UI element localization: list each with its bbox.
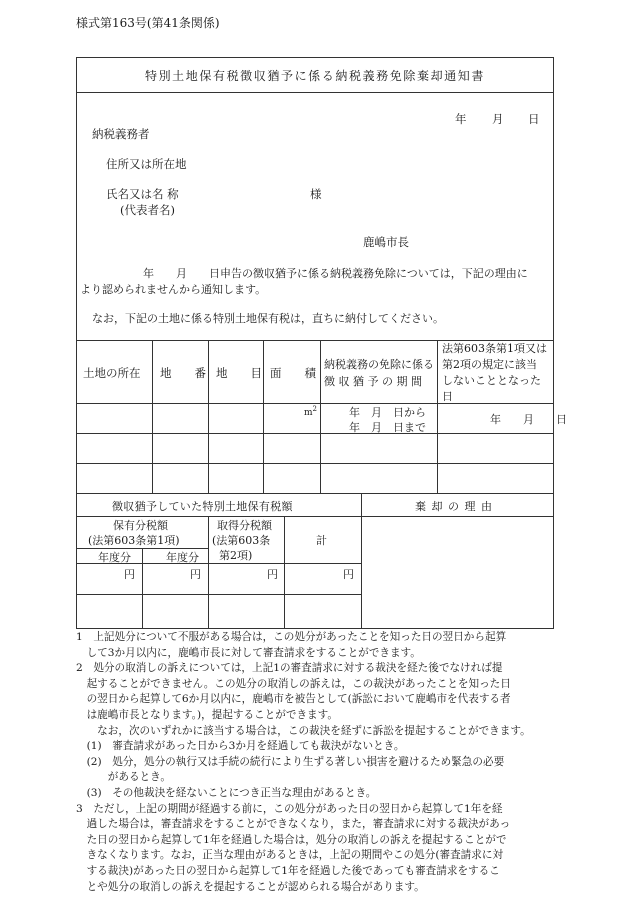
fy-header-2: 年度分 — [166, 551, 199, 564]
total-header: 計 — [316, 534, 327, 547]
body-line-1: 年 月 日申告の徴収猶予に係る納税義務免除については，下記の理由に — [143, 267, 528, 280]
note-line: (1) 審査請求があった日から3か月を経過しても裁決がないとき。 — [76, 740, 405, 753]
land-table-header-bottom — [76, 403, 554, 404]
header-area: 面 積 — [270, 366, 316, 380]
land-table-row-1 — [76, 433, 554, 434]
reason-title: 棄 却 の 理 由 — [415, 500, 493, 513]
land-col-5 — [437, 340, 438, 493]
land-table-bottom — [76, 493, 554, 494]
note-line: 3 ただし，上記の期間が経過する前に，この処分があった日の翌日から起算して1年を経 — [76, 802, 503, 815]
yen-total: 円 — [343, 568, 354, 581]
amount-section-title: 徴収猶予していた特別土地保有税額 — [112, 500, 293, 513]
yen-fy2: 円 — [190, 568, 201, 581]
period-from: 年 月 日から — [349, 406, 426, 419]
land-col-3 — [263, 340, 264, 493]
representative-label: (代表者名) — [120, 203, 175, 217]
yen-fy1: 円 — [124, 568, 135, 581]
note-line: (2) 処分，処分の執行又は手続の続行により生ずる著しい損害を避けるため緊急の必要 — [76, 755, 505, 768]
reason-divider — [361, 493, 362, 629]
land-col-2 — [208, 340, 209, 493]
note-line: (3) その他裁決を経ないことにつき正当な理由があるとき。 — [76, 786, 377, 799]
name-label: 氏名又は名 称 — [106, 187, 179, 201]
form-code: 様式第163号(第41条関係) — [76, 16, 220, 30]
note-line: して3か月以内に，鹿嶋市長に対して審査請求をすることができます。 — [76, 646, 421, 659]
note-line: きなくなります。なお，正当な理由があるときは，上記の期間やこの処分(審査請求に対 — [76, 849, 504, 862]
note-line: 1 上記処分について不服がある場合は，この処分があったことを知った日の翌日から起算 — [76, 631, 507, 643]
header-chiban: 地 番 — [160, 366, 206, 380]
land-table-row-2 — [76, 463, 554, 464]
area-unit: $m^2$ — [304, 405, 318, 418]
header-date-1: 法第603条第1項又は — [442, 342, 547, 355]
period-to: 年 月 日まで — [349, 421, 426, 434]
amount-col-acq-end — [284, 516, 285, 629]
sama-label: 様 — [310, 187, 322, 201]
header-chimoku: 地 目 — [216, 366, 262, 380]
note-line: なお，次のいずれかに該当する場合は，この裁決を経ずに訴訟を提起することができます。 — [76, 724, 531, 737]
noncompliance-date: 年 月 日 — [490, 413, 567, 426]
address-label: 住所又は所在地 — [106, 157, 187, 171]
note-line: 起することができません。この処分の取消しの訴えは，この裁決があったことを知った日 — [76, 677, 511, 690]
instruction-notes — [76, 630, 556, 895]
amount-col-fy-divider — [142, 548, 143, 629]
yen-acq: 円 — [267, 568, 278, 581]
note-line: の翌日から起算して6か月以内に，鹿嶋市を被告として(訴訟において鹿嶋市を代表する者 — [76, 693, 511, 706]
holding-header-1: 保有分税額 — [113, 519, 168, 532]
date-year: 年 — [455, 112, 467, 126]
fy-header-1: 年度分 — [98, 551, 131, 564]
note-line: 過した場合は，審査請求をすることができなくなり，また，審査請求に対する裁決があっ — [76, 818, 511, 831]
acq-header-1: 取得分税額 — [217, 519, 272, 532]
acq-header-3: 第2項) — [219, 549, 253, 562]
note-line: た日の翌日から起算して1年を経過した場合は，処分の取消しの訴えを提起することがで — [76, 833, 507, 846]
header-period-2: 徴 収 猶 予 の 期 間 — [324, 375, 422, 388]
title-divider — [76, 92, 554, 93]
header-date-2: 第2項の規定に該当 — [442, 358, 537, 371]
holding-header-2: (法第603条第1項) — [88, 534, 180, 547]
note-line: があるとき。 — [76, 771, 171, 784]
amount-col-holding-end — [208, 516, 209, 629]
form-title: 特別土地保有税徴収猶予に係る納税義務免除棄却通知書 — [144, 69, 485, 83]
note-line: とや処分の取消しの訴えを提起することが認められる場合があります。 — [76, 880, 425, 893]
header-date-4: 日 — [442, 390, 453, 403]
header-location: 土地の所在 — [83, 366, 141, 380]
note-line: は鹿嶋市長となります。)，提起することができます。 — [76, 708, 338, 721]
note-line: 2 処分の取消しの訴えについては，上記1の審査請求に対する裁決を経た後でなければ提 — [76, 662, 503, 675]
issuer-name: 鹿嶋市長 — [363, 235, 409, 249]
date-month: 月 — [492, 112, 504, 126]
date-day: 日 — [528, 112, 540, 126]
body-line-3: なお，下記の土地に係る特別土地保有税は，直ちに納付してください。 — [92, 312, 444, 325]
land-col-1 — [152, 340, 153, 493]
body-line-2: より認められませんから通知します。 — [80, 283, 267, 296]
amount-row-mid — [76, 594, 361, 595]
land-col-4 — [320, 340, 321, 493]
acq-header-2: (法第603条 — [212, 534, 271, 547]
note-line: する裁決)があった日の翌日から起算して1年を経過した後であっても審査請求をするこ — [76, 864, 500, 877]
header-period-1: 納税義務の免除に係る — [324, 358, 434, 371]
taxpayer-label: 納税義務者 — [92, 127, 150, 141]
header-date-3: しないこととなった — [442, 374, 541, 387]
